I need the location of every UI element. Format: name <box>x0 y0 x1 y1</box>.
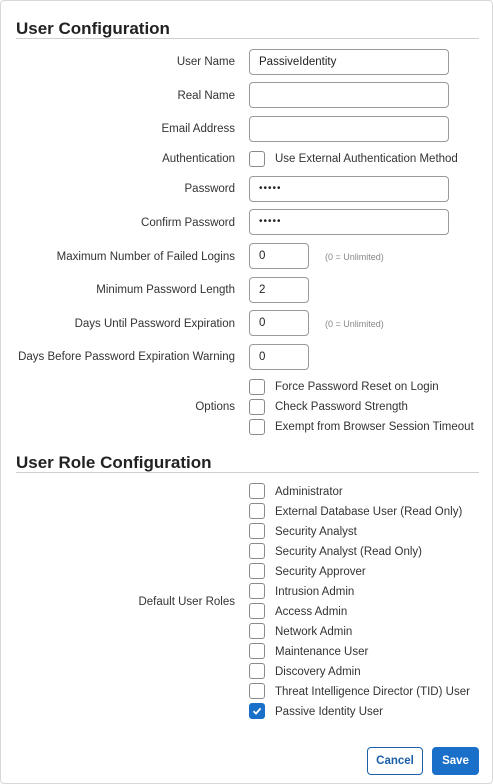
exempt-timeout-label: Exempt from Browser Session Timeout <box>275 421 474 433</box>
check-strength-label: Check Password Strength <box>275 401 408 413</box>
days-until-expiration-input[interactable]: 0 <box>249 310 309 336</box>
role-tid-user-label: Threat Intelligence Director (TID) User <box>275 686 470 698</box>
force-reset-label: Force Password Reset on Login <box>275 381 439 393</box>
options-label: Options <box>195 401 235 413</box>
max-failed-logins-input[interactable]: 0 <box>249 243 309 269</box>
role-administrator-label: Administrator <box>275 486 343 498</box>
role-security-analyst-label: Security Analyst <box>275 526 357 538</box>
min-password-length-input[interactable]: 2 <box>249 277 309 303</box>
days-before-warning-input[interactable]: 0 <box>249 344 309 370</box>
force-reset-checkbox[interactable] <box>249 379 265 395</box>
default-roles-label: Default User Roles <box>138 596 235 608</box>
role-security-approver-checkbox[interactable] <box>249 563 265 579</box>
role-security-analyst-checkbox[interactable] <box>249 523 265 539</box>
role-network-admin-checkbox[interactable] <box>249 623 265 639</box>
authentication-label: Authentication <box>162 153 235 165</box>
real-name-input[interactable] <box>249 82 449 108</box>
role-security-analyst-ro-checkbox[interactable] <box>249 543 265 559</box>
external-auth-checkbox[interactable] <box>249 151 265 167</box>
email-label: Email Address <box>161 123 235 135</box>
max-failed-logins-label: Maximum Number of Failed Logins <box>56 251 235 263</box>
role-maintenance-user-checkbox[interactable] <box>249 643 265 659</box>
password-label: Password <box>184 183 235 195</box>
role-tid-user-checkbox[interactable] <box>249 683 265 699</box>
role-intrusion-admin-checkbox[interactable] <box>249 583 265 599</box>
confirm-password-label: Confirm Password <box>141 217 235 229</box>
role-passive-identity-checkbox[interactable] <box>249 703 265 719</box>
days-before-warning-label: Days Before Password Expiration Warning <box>18 351 235 363</box>
role-administrator-checkbox[interactable] <box>249 483 265 499</box>
role-maintenance-user-label: Maintenance User <box>275 646 369 658</box>
email-input[interactable] <box>249 116 449 142</box>
min-password-length-label: Minimum Password Length <box>96 284 235 296</box>
check-strength-checkbox[interactable] <box>249 399 265 415</box>
cancel-button[interactable]: Cancel <box>367 747 423 775</box>
role-passive-identity-label: Passive Identity User <box>275 706 384 718</box>
role-config-title: User Role Configuration <box>16 453 212 472</box>
save-button[interactable]: Save <box>432 747 479 775</box>
confirm-password-input[interactable]: ••••• <box>249 209 449 235</box>
role-discovery-admin-checkbox[interactable] <box>249 663 265 679</box>
role-discovery-admin-label: Discovery Admin <box>275 666 361 678</box>
role-intrusion-admin-label: Intrusion Admin <box>275 586 355 598</box>
user-name-input[interactable]: PassiveIdentity <box>249 49 449 75</box>
section-divider <box>16 38 479 39</box>
user-config-title: User Configuration <box>16 19 170 38</box>
section-divider <box>16 472 479 473</box>
role-security-approver-label: Security Approver <box>275 566 366 578</box>
role-access-admin-label: Access Admin <box>275 606 348 618</box>
password-input[interactable]: ••••• <box>249 176 449 202</box>
role-external-db-label: External Database User (Read Only) <box>275 506 463 518</box>
role-external-db-checkbox[interactable] <box>249 503 265 519</box>
external-auth-label: Use External Authentication Method <box>275 153 458 165</box>
user-name-label: User Name <box>176 56 235 68</box>
real-name-label: Real Name <box>177 90 235 102</box>
role-security-analyst-ro-label: Security Analyst (Read Only) <box>275 546 423 558</box>
days-until-expiration-label: Days Until Password Expiration <box>74 318 235 330</box>
max-failed-logins-hint: (0 = Unlimited) <box>325 252 384 262</box>
role-network-admin-label: Network Admin <box>275 626 353 638</box>
exempt-timeout-checkbox[interactable] <box>249 419 265 435</box>
days-until-expiration-hint: (0 = Unlimited) <box>325 319 384 329</box>
role-access-admin-checkbox[interactable] <box>249 603 265 619</box>
